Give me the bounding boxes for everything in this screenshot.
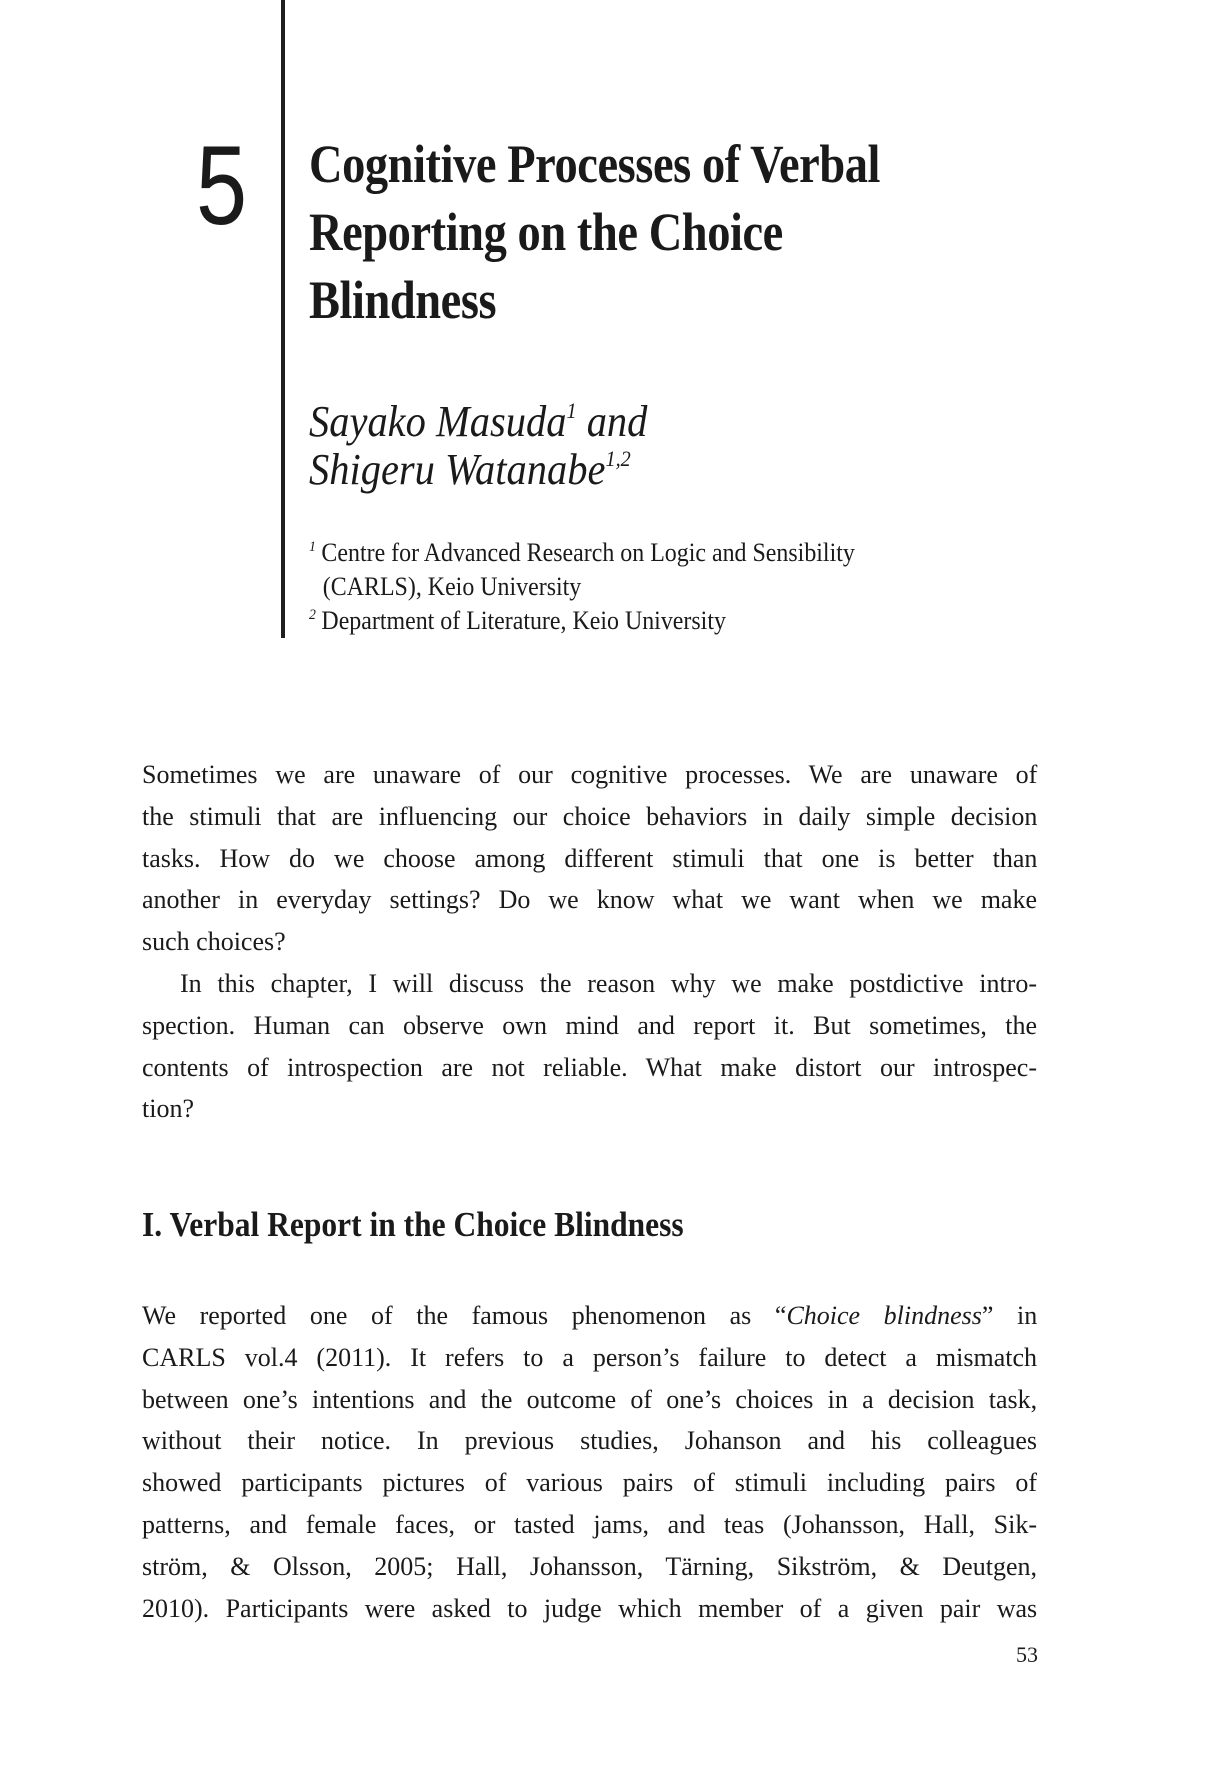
chapter-vertical-rule — [281, 0, 285, 638]
affiliation-text: Department of Literature, Keio University — [321, 606, 726, 635]
text-line: without their notice. In previous studies, Johanson and his colleagues — [142, 1426, 1037, 1456]
text-line: between one’s intentions and the outcome of one’s choices in a decision task, — [142, 1384, 1038, 1414]
text-run: ” in — [981, 1301, 1038, 1330]
text-line: such choices? — [142, 927, 286, 957]
text-line: tasks. How do we choose among different stimuli that one is better than — [142, 843, 1038, 873]
affiliation — [309, 536, 953, 570]
author-name: Sayako Masuda — [309, 397, 567, 446]
text-line — [142, 1295, 1037, 1337]
affiliation-marker: 1 — [566, 398, 577, 423]
section-paragraph — [142, 1295, 1037, 1629]
text-line: spection. Human can observe own mind and report it. But sometimes, the — [142, 1010, 1037, 1040]
author-conjunction: and — [576, 397, 648, 446]
author-line — [309, 398, 953, 446]
text-line: showed participants pictures of various pairs of stimuli including pairs of — [142, 1468, 1038, 1498]
text-line: contents of introspection are not reliable. What make distort our introspec- — [142, 1052, 1037, 1082]
affiliation-marker: 1,2 — [605, 446, 631, 471]
text-line: tion? — [142, 1094, 194, 1124]
intro-paragraph — [142, 754, 1037, 963]
text-line: patterns, and female faces, or tasted jams, and teas (Johansson, Hall, Sik- — [142, 1509, 1037, 1539]
affiliation-number: 1 — [309, 539, 316, 555]
text-line: CARLS vol.4 (2011). It refers to a person’s failure to detect a mismatch — [142, 1342, 1037, 1372]
emphasized-term: Choice blindness — [786, 1301, 982, 1330]
page-number: 53 — [1016, 1642, 1038, 1667]
author-name: Shigeru Watanabe — [309, 445, 606, 494]
text-run: We reported one of the famous phenomenon as “ — [142, 1301, 787, 1330]
intro-paragraph — [142, 963, 1037, 1130]
chapter-title-line: Blindness — [309, 270, 497, 330]
affiliation-list — [309, 536, 953, 638]
text-line: another in everyday settings? Do we know what we want when we make — [142, 885, 1037, 915]
chapter-title-line: Reporting on the Choice — [309, 202, 783, 262]
text-line: the stimuli that are influencing our choice behaviors in daily simple decision — [142, 801, 1038, 831]
affiliation — [309, 604, 953, 638]
text-line: In this chapter, I will discuss the reason why we make postdictive intro- — [180, 969, 1037, 998]
author-line — [309, 446, 953, 494]
text-line: ström, & Olsson, 2005; Hall, Johansson, Tärning, Sikström, & Deutgen, — [142, 1551, 1037, 1581]
chapter-number: 5 — [196, 123, 248, 248]
affiliation-text: Centre for Advanced Research on Logic and Sensibility — [321, 538, 855, 567]
affiliation-continuation: (CARLS), Keio University — [322, 572, 582, 601]
text-line: 2010). Participants were asked to judge which member of a given pair was — [142, 1593, 1038, 1623]
chapter-title-line: Cognitive Processes of Verbal — [309, 134, 880, 194]
affiliation-number: 2 — [309, 607, 316, 623]
section-heading: I. Verbal Report in the Choice Blindness — [142, 1205, 684, 1244]
chapter-title — [309, 130, 963, 334]
text-line: Sometimes we are unaware of our cognitive processes. We are unaware of — [142, 760, 1038, 789]
author-list — [309, 398, 953, 494]
